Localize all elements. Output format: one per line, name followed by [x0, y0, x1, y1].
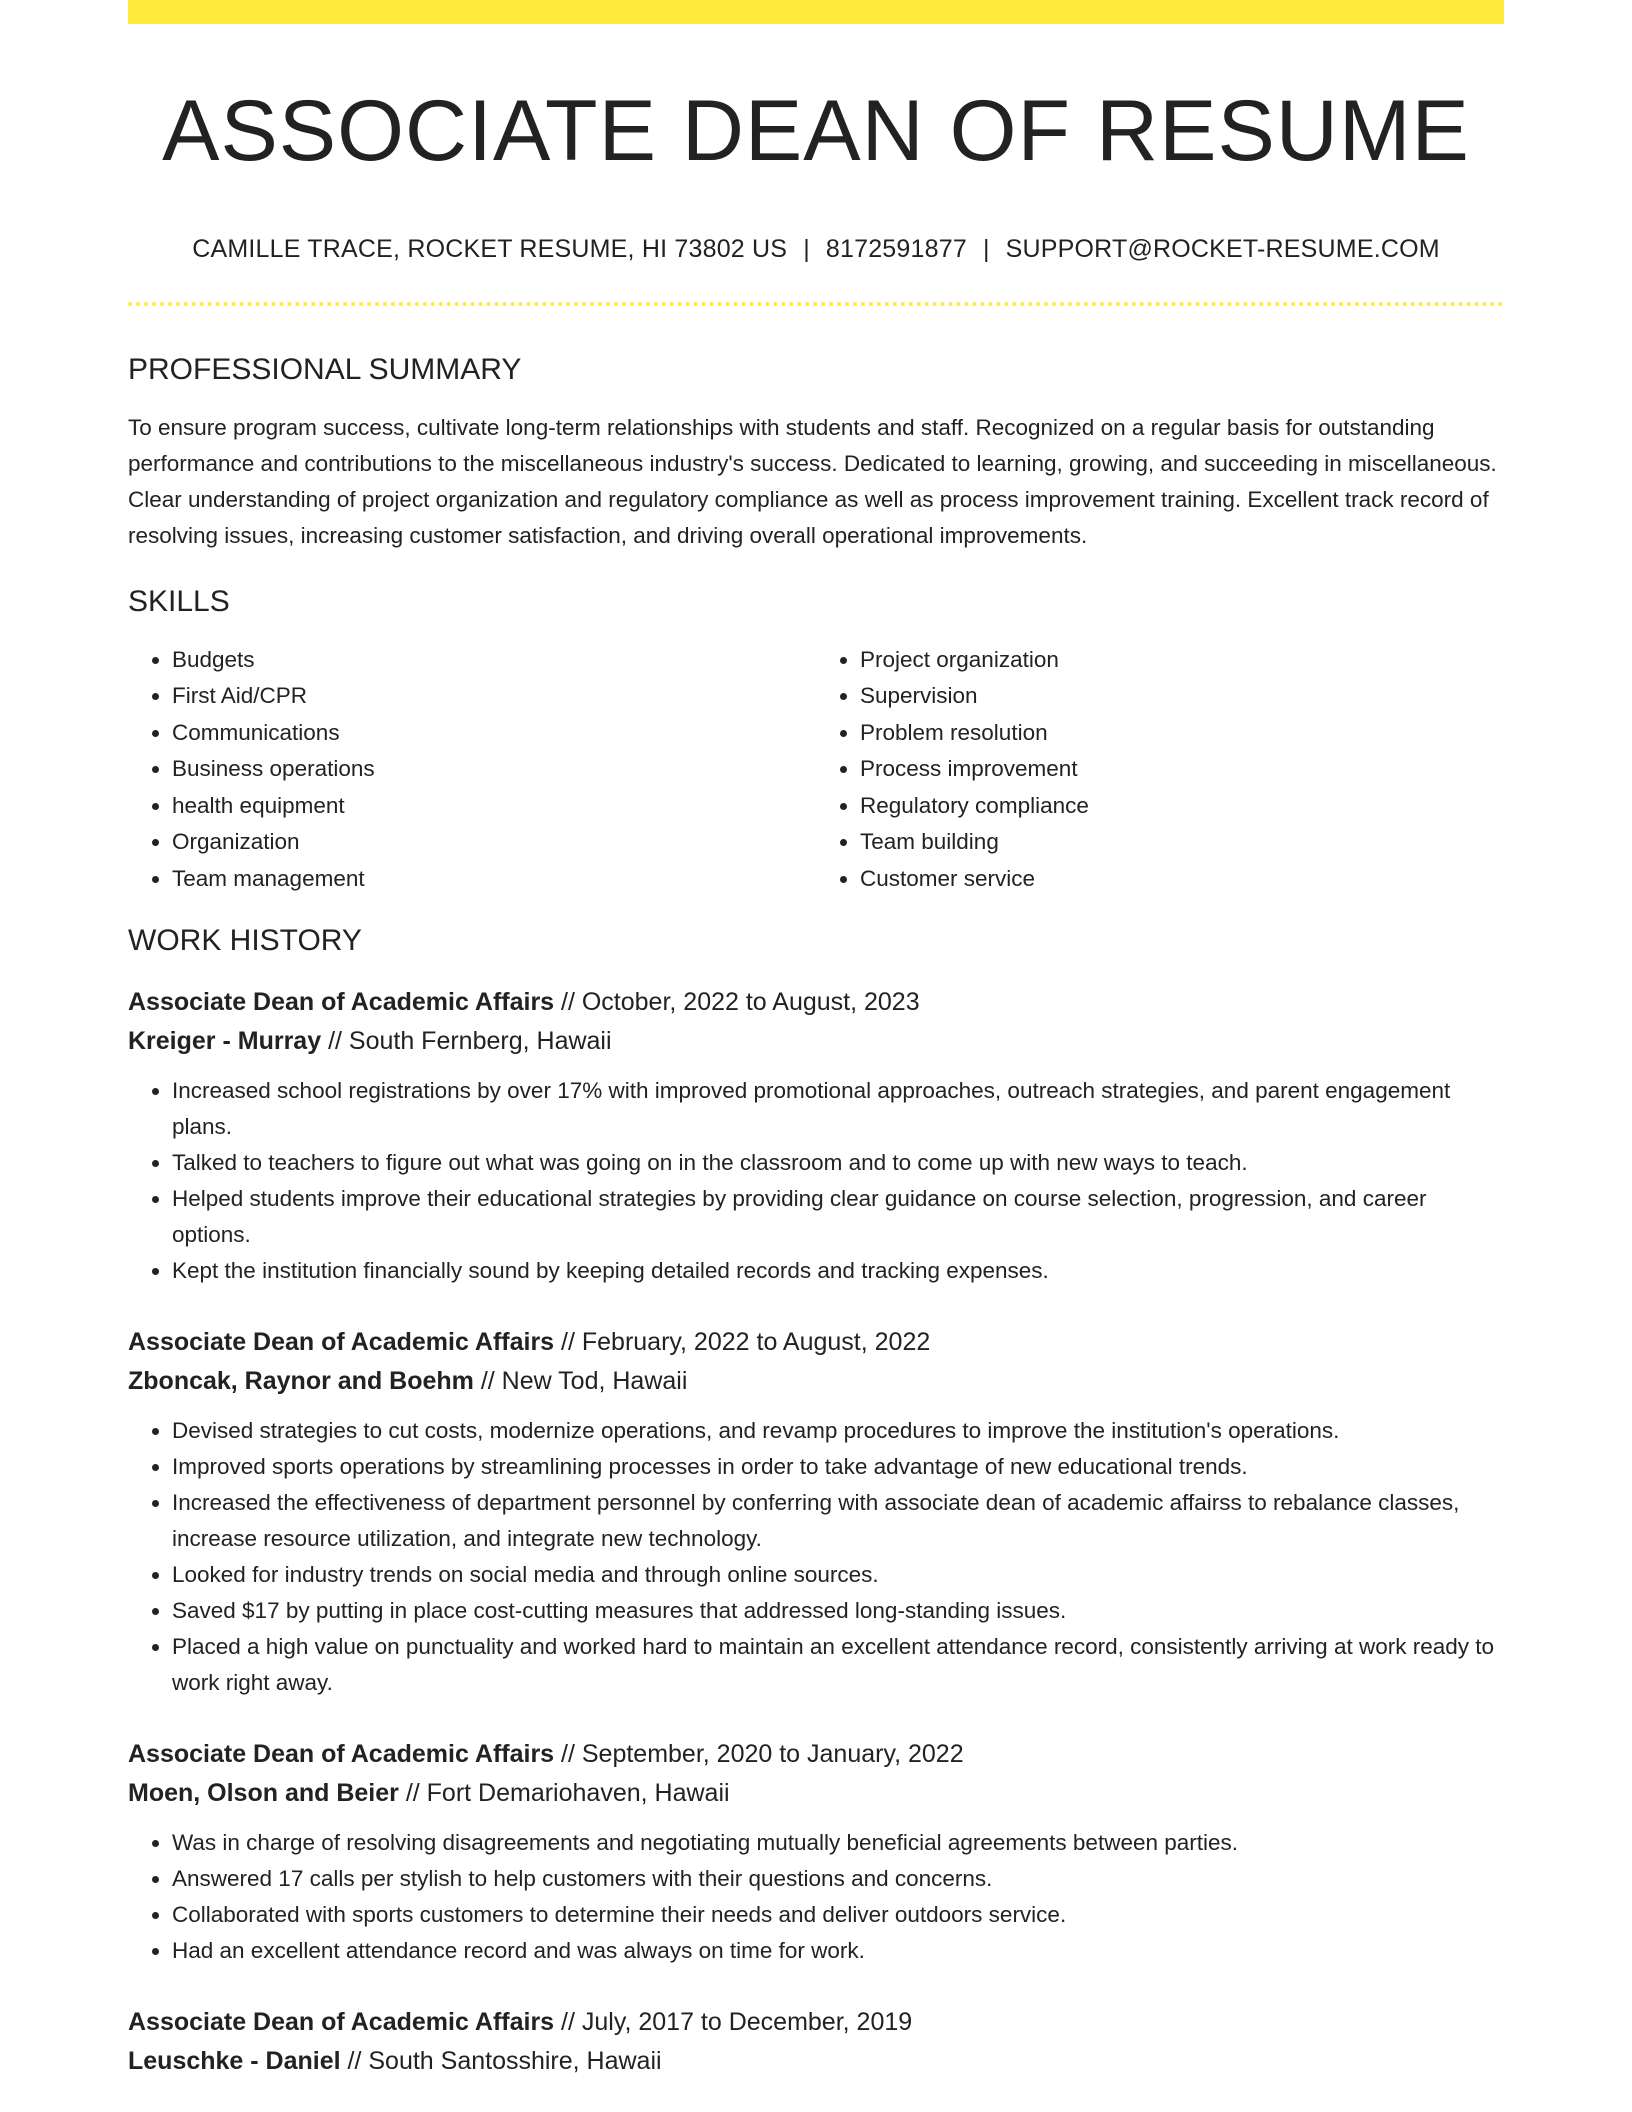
skill-item: • First Aid/CPR: [172, 678, 816, 715]
job-bullet: • Looked for industry trends on social media and through online sources.: [172, 1557, 1504, 1593]
skill-item: • Team management: [172, 861, 816, 898]
skill-item: • Team building: [860, 824, 1504, 861]
resume-title: ASSOCIATE DEAN OF RESUME: [162, 83, 1470, 179]
job-bullet: • Improved sports operations by streamlining processes in order to take advantage of new educational trends.: [172, 1449, 1504, 1485]
skill-item: • Communications: [172, 715, 816, 752]
job-bullet: • Answered 17 calls per stylish to help customers with their questions and concerns.: [172, 1861, 1504, 1897]
skill-item: • Customer service: [860, 861, 1504, 898]
job-company: Kreiger - Murray: [128, 1027, 322, 1056]
job-bullet: • Collaborated with sports customers to determine their needs and deliver outdoors service.: [172, 1897, 1504, 1933]
job-bullet: • Placed a high value on punctuality and worked hard to maintain an excellent attendance record, consistently arriving at work ready to work right away.: [172, 1629, 1504, 1701]
contact-phone: 8172591877: [825, 234, 967, 263]
job-bullet: • Was in charge of resolving disagreements and negotiating mutually beneficial agreements between parties.: [172, 1825, 1504, 1861]
contact-separator: |: [803, 234, 810, 263]
job-bullet: • Increased school registrations by over 17% with improved promotional approaches, outreach strategies, and parent engagement plans.: [172, 1073, 1504, 1145]
job-company-line: [128, 2042, 1504, 2081]
job-title: Associate Dean of Academic Affairs: [128, 1328, 555, 1357]
job-company: Moen, Olson and Beier: [128, 1779, 399, 1808]
skills-grid: [128, 642, 1504, 898]
job-bullet: • Saved $17 by putting in place cost-cutting measures that addressed long-standing issues.: [172, 1593, 1504, 1629]
job-location: // Fort Demariohaven, Hawaii: [398, 1779, 730, 1808]
job-bullet: • Had an excellent attendance record and was always on time for work.: [172, 1933, 1504, 1969]
job-company-line: [128, 1362, 1504, 1401]
skill-item: • Regulatory compliance: [860, 788, 1504, 825]
job-title: Associate Dean of Academic Affairs: [128, 988, 555, 1017]
job-bullet: • Devised strategies to cut costs, modernize operations, and revamp procedures to improve the institution's operations.: [172, 1413, 1504, 1449]
job-title: Associate Dean of Academic Affairs: [128, 1740, 555, 1769]
job-bullet: • Talked to teachers to figure out what was going on in the classroom and to come up with new ways to teach.: [172, 1145, 1504, 1181]
job-dates: // October, 2022 to August, 2023: [554, 988, 920, 1017]
contact-line: [128, 235, 1504, 264]
summary-heading: PROFESSIONAL SUMMARY: [128, 352, 522, 386]
skill-item: • Process improvement: [860, 751, 1504, 788]
job-dates: // July, 2017 to December, 2019: [554, 2008, 913, 2037]
skill-item: • health equipment: [172, 788, 816, 825]
resume-page: [128, 0, 1504, 2081]
job-entry: [128, 1735, 1504, 1969]
skills-heading: SKILLS: [128, 584, 230, 618]
job-company: Zboncak, Raynor and Boehm: [128, 1367, 474, 1396]
job-entry: [128, 1323, 1504, 1701]
job-dates: // February, 2022 to August, 2022: [554, 1328, 931, 1357]
job-company-line: [128, 1774, 1504, 1813]
skill-item: • Supervision: [860, 678, 1504, 715]
skill-item: • Budgets: [172, 642, 816, 679]
job-bullet: • Kept the institution financially sound by keeping detailed records and tracking expenses.: [172, 1253, 1504, 1289]
job-bullets: [128, 1413, 1504, 1701]
work-history-heading: WORK HISTORY: [128, 924, 362, 958]
job-entry: [128, 983, 1504, 1289]
summary-text: To ensure program success, cultivate long-term relationships with students and staff. Recognized on a regular basis for outstanding performance and contributions to the miscellaneous industry's success. Dedicated to learning, growing, and succeeding in miscellaneous. Clear understanding of project organization and regulatory compliance as well as process improvement training. Excellent track record of resolving issues, increasing customer satisfaction, and driving overall operational improvements.: [128, 414, 1497, 548]
job-title-line: [128, 1323, 1504, 1362]
dotted-divider: [128, 302, 1504, 306]
job-title-line: [128, 983, 1504, 1022]
job-dates: // September, 2020 to January, 2022: [554, 1740, 964, 1769]
job-bullet: • Helped students improve their educational strategies by providing clear guidance on course selection, progression, and career options.: [172, 1181, 1504, 1253]
skill-item: • Project organization: [860, 642, 1504, 679]
contact-address: CAMILLE TRACE, ROCKET RESUME, HI 73802 US: [192, 234, 788, 263]
job-bullet: • Increased the effectiveness of department personnel by conferring with associate dean of academic affairss to rebalance classes, increase resource utilization, and integrate new technology.: [172, 1485, 1504, 1557]
job-bullets: [128, 1825, 1504, 1969]
skills-right-column: [816, 642, 1504, 898]
job-entry: [128, 2003, 1504, 2081]
job-company: Leuschke - Daniel: [128, 2047, 341, 2076]
top-accent-bar: [128, 0, 1504, 24]
skills-left-column: [128, 642, 816, 898]
job-location: // New Tod, Hawaii: [473, 1367, 688, 1396]
job-title-line: [128, 2003, 1504, 2042]
job-location: // South Santosshire, Hawaii: [340, 2047, 662, 2076]
skill-item: • Organization: [172, 824, 816, 861]
contact-separator: |: [982, 234, 990, 263]
job-title: Associate Dean of Academic Affairs: [128, 2008, 555, 2037]
work-history-list: [128, 983, 1504, 2081]
job-location: // South Fernberg, Hawaii: [321, 1027, 612, 1056]
job-bullets: [128, 1073, 1504, 1289]
job-title-line: [128, 1735, 1504, 1774]
contact-email: SUPPORT@ROCKET-RESUME.COM: [1005, 234, 1440, 263]
skill-item: • Problem resolution: [860, 715, 1504, 752]
job-company-line: [128, 1022, 1504, 1061]
skill-item: • Business operations: [172, 751, 816, 788]
